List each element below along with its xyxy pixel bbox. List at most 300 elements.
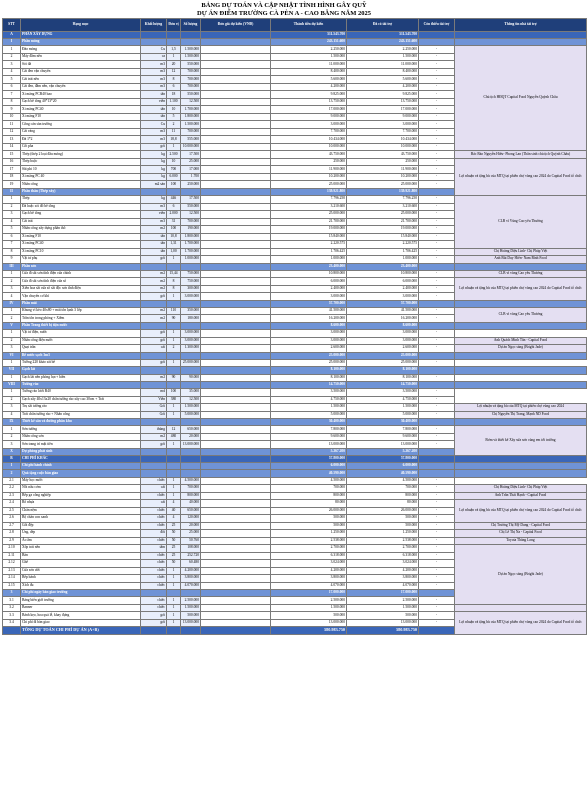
sponsor-cell: Anh Quách Minh Tân - Capital Food [455, 337, 587, 345]
table-cell: 2 [3, 396, 21, 404]
table-cell: Trát chân tường rào + Nhân công [21, 411, 141, 419]
table-row [3, 158, 587, 166]
table-cell: 700.000 [181, 218, 201, 226]
table-cell: 6.000.000 [271, 278, 347, 286]
table-cell [201, 582, 271, 590]
table-cell: 90 [167, 315, 181, 323]
table-cell: m2 [141, 433, 167, 441]
table-cell: 5.000.000 [181, 411, 201, 419]
sponsor-cell [455, 300, 587, 307]
table-row [3, 522, 587, 530]
table-cell: 2 [3, 315, 21, 323]
table-cell: md [141, 389, 167, 397]
table-cell [167, 448, 181, 455]
section-row [3, 300, 587, 307]
table-cell: 17 [3, 166, 21, 174]
table-cell: 10.434.000 [347, 136, 419, 144]
table-cell: 2.11 [3, 552, 21, 560]
table-row [3, 270, 587, 278]
table-cell: 8.100.000 [347, 374, 419, 382]
table-cell: 4.500.000 [181, 477, 201, 485]
table-cell: - [419, 500, 455, 508]
table-cell: - [419, 560, 455, 568]
table-cell [201, 485, 271, 493]
sponsor-cell: Chị Nguyễn Thị Trang, Mạnh ND Food [455, 411, 587, 419]
table-cell: - [419, 507, 455, 515]
table-cell: 1.500.000 [271, 404, 347, 412]
table-cell: 1 [3, 307, 21, 315]
table-cell: 700.000 [181, 83, 201, 91]
table-cell: chiếc [141, 477, 167, 485]
table-cell: 8 [167, 76, 181, 84]
table-cell: 18 [3, 173, 21, 181]
table-cell: 250.000 [347, 158, 419, 166]
table-cell: Gạch xây 40x13x20 chân tường rào xây cao 30cm + Trát [21, 396, 141, 404]
table-row [3, 359, 587, 367]
section-row [3, 463, 587, 470]
table-cell [201, 575, 271, 583]
table-cell: 1.100 [167, 98, 181, 106]
table-cell: 4.200.000 [347, 83, 419, 91]
table-cell: Xốp trải nền [21, 545, 141, 553]
table-cell: kg [141, 158, 167, 166]
table-cell: VIII [3, 382, 21, 389]
table-cell [419, 627, 455, 634]
table-cell [201, 248, 271, 256]
table-cell: tấn [141, 248, 167, 256]
column-header[interactable]: Thành tiền dự kiến [271, 19, 347, 32]
table-cell: 3.000.000 [181, 337, 201, 345]
table-cell: - [419, 233, 455, 241]
table-cell: 3.000.000 [271, 330, 347, 338]
table-cell: Phần sơn [21, 263, 141, 270]
table-cell: Xi măng PC40 [21, 106, 141, 114]
table-cell [201, 143, 271, 151]
table-cell: 25.000.000 [181, 359, 201, 367]
table-cell: 1.300.000 [181, 345, 201, 353]
sponsor-cell: Toyota Thăng Long [455, 537, 587, 545]
table-cell [419, 419, 455, 426]
table-cell: Bếp ga công nghiệp [21, 492, 141, 500]
table-cell: Xi măng F10 [21, 233, 141, 241]
table-cell: - [419, 166, 455, 174]
table-cell: Nhân công [21, 181, 141, 189]
table-cell: 700.000 [181, 485, 201, 493]
table-cell [167, 627, 181, 634]
sponsor-cell [455, 352, 587, 359]
table-cell: 1.700.000 [181, 248, 201, 256]
table-cell: 750.000 [181, 270, 201, 278]
table-cell: 1.500.000 [347, 404, 419, 412]
table-cell: Gối đệp [21, 522, 141, 530]
table-row [3, 248, 587, 256]
table-cell: - [419, 91, 455, 99]
table-cell [167, 32, 181, 39]
table-cell: tấn [141, 233, 167, 241]
table-cell [141, 382, 167, 389]
table-cell: 5.600.000 [271, 76, 347, 84]
table-cell: 700.000 [181, 68, 201, 76]
table-cell: - [419, 270, 455, 278]
table-cell: 350.000 [181, 307, 201, 315]
table-cell: 43.750.000 [271, 151, 347, 159]
table-cell: 4.200.000 [271, 83, 347, 91]
table-cell: 250.000 [181, 181, 201, 189]
column-header[interactable]: Hạng mục [21, 19, 141, 32]
table-cell: Trụ sắt tường rào [21, 404, 141, 412]
table-cell [419, 367, 455, 374]
column-header[interactable]: STT [3, 19, 21, 32]
table-row [3, 545, 587, 553]
section-row [3, 367, 587, 374]
sponsor-cell [455, 604, 587, 612]
table-cell [167, 39, 181, 46]
table-row [3, 426, 587, 434]
table-cell: Cát vàng [21, 128, 141, 136]
table-cell [181, 188, 201, 195]
table-cell: đôi [141, 530, 167, 538]
table-cell: 7.800.000 [347, 426, 419, 434]
table-cell: A [3, 32, 21, 39]
table-cell [201, 477, 271, 485]
column-header[interactable]: Khối lượng [141, 19, 167, 32]
table-cell: 580.983.750 [271, 627, 347, 634]
table-cell: - [419, 441, 455, 449]
table-cell [181, 448, 201, 455]
table-cell [201, 515, 271, 523]
table-cell: Bảng biển giới trường [21, 597, 141, 605]
table-cell [201, 352, 271, 359]
table-cell: 11.900.000 [271, 166, 347, 174]
table-cell: 50 [167, 530, 181, 538]
table-cell: 108.000 [181, 545, 201, 553]
table-cell: 1 [167, 582, 181, 590]
table-cell: m3 [141, 203, 167, 211]
table-cell: 7.800.000 [271, 426, 347, 434]
table-cell [167, 367, 181, 374]
table-cell: 3.210.600 [271, 203, 347, 211]
table-cell [201, 604, 271, 612]
table-cell [201, 158, 271, 166]
table-cell: m2 [141, 315, 167, 323]
sponsor-cell [455, 32, 587, 39]
table-cell: 4.500.000 [271, 477, 347, 485]
table-cell: 8.600.000 [271, 322, 347, 329]
table-cell: 3.3 [3, 612, 21, 620]
table-cell: cái [141, 345, 167, 353]
table-cell: 35.000 [181, 389, 201, 397]
table-cell: 1 [3, 359, 21, 367]
table-cell: Gạch lát [21, 367, 141, 374]
table-cell: 40.590.000 [271, 470, 347, 477]
table-cell: Chi phí hành chính [21, 463, 141, 470]
table-cell: 1 [167, 53, 181, 61]
table-cell [141, 352, 167, 359]
table-cell: Bánh kẹo, hoa quả lễ, khay đựng [21, 612, 141, 620]
table-cell: III [3, 263, 21, 270]
table-cell [181, 352, 201, 359]
column-header[interactable]: Đơn giá dự kiến (VNĐ) [201, 19, 271, 32]
table-cell: 3 [3, 404, 21, 412]
table-cell [201, 433, 271, 441]
table-cell: Sơn tường [21, 426, 141, 434]
table-cell: 18,8 [167, 136, 181, 144]
table-cell: 17.000.000 [271, 106, 347, 114]
table-cell: 10.434.000 [271, 136, 347, 144]
table-cell: - [419, 307, 455, 315]
table-cell [201, 256, 271, 264]
table-cell: - [419, 226, 455, 234]
table-row [3, 278, 587, 286]
table-cell: 25.000.000 [271, 181, 347, 189]
table-cell: Chi phí ngày bàn giao trường [21, 590, 141, 597]
table-cell: 10,8 [167, 233, 181, 241]
table-cell: 2.220.575 [271, 241, 347, 249]
table-cell: - [419, 83, 455, 91]
table-cell: 25.000 [181, 158, 201, 166]
table-cell: 9.825.000 [347, 91, 419, 99]
table-cell: - [419, 575, 455, 583]
title-line-2: DỰ ÁN ĐIỂM TRƯỜNG CÀ PÈN A - CAO BẰNG NĂM 2025 [197, 10, 371, 17]
table-cell: 1 [167, 604, 181, 612]
sponsor-cell [455, 382, 587, 389]
table-cell: gói [141, 330, 167, 338]
table-cell: 25 [167, 545, 181, 553]
section-row [3, 470, 587, 477]
table-cell: 17.500 [181, 151, 201, 159]
table-cell: ca [141, 53, 167, 61]
table-row [3, 256, 587, 264]
table-cell: 180.000 [181, 315, 201, 323]
table-cell: 8.100.000 [347, 367, 419, 374]
sponsor-cell: Lợi nhuận và tặng bù của MTQ tại phiên chợ vùng cao 2024 [455, 404, 587, 412]
table-cell: 41.500.000 [271, 307, 347, 315]
table-cell [419, 590, 455, 597]
table-cell: 10.800.000 [347, 270, 419, 278]
table-cell: m2 [141, 374, 167, 382]
table-cell: Đá hoặc sỏi đổ bê tông [21, 203, 141, 211]
table-cell: 30.400.000 [347, 419, 419, 426]
table-cell: 5.000.000 [271, 411, 347, 419]
table-cell: 16 [3, 158, 21, 166]
table-cell: 11 [3, 121, 21, 129]
table-cell: 650.000 [181, 507, 201, 515]
table-cell: 6.000.000 [347, 278, 419, 286]
table-cell [419, 300, 455, 307]
table-cell: 20.000 [181, 433, 201, 441]
table-cell: Công cán sàn trường [21, 121, 141, 129]
table-cell: 2 [167, 121, 181, 129]
table-cell [141, 456, 167, 463]
table-cell: 500.000 [347, 522, 419, 530]
table-cell: chiếc [141, 567, 167, 575]
table-cell: 2.250.000 [347, 46, 419, 54]
table-cell: 700.000 [181, 128, 201, 136]
table-cell [181, 419, 201, 426]
table-cell [201, 32, 271, 39]
table-cell: 31 [167, 218, 181, 226]
table-cell: 1.700 [181, 173, 201, 181]
table-cell [141, 263, 167, 270]
table-cell: tấn [141, 113, 167, 121]
sponsor-cell [455, 322, 587, 329]
table-cell: 15 [3, 151, 21, 159]
table-cell [141, 448, 167, 455]
table-cell: 23.400.000 [347, 263, 419, 270]
table-cell [201, 39, 271, 46]
table-cell: viên [141, 98, 167, 106]
table-cell: 800.000 [347, 492, 419, 500]
table-cell: - [419, 619, 455, 627]
table-cell: 4 [3, 293, 21, 301]
table-cell: 4.070.000 [347, 582, 419, 590]
table-cell: - [419, 552, 455, 560]
table-cell: 480 [167, 433, 181, 441]
table-row [3, 477, 587, 485]
table-cell: 3.000.000 [347, 293, 419, 301]
table-cell: Gói [141, 404, 167, 412]
table-cell: 2.400.000 [347, 285, 419, 293]
column-header[interactable]: Số lượng [181, 19, 201, 32]
table-cell [419, 32, 455, 39]
table-cell: 8.100.000 [271, 374, 347, 382]
table-cell [181, 39, 201, 46]
table-cell: 1.500.000 [181, 53, 201, 61]
table-cell: 26.000.000 [347, 507, 419, 515]
table-cell: chiếc [141, 597, 167, 605]
table-cell: 10.800.000 [271, 270, 347, 278]
table-cell: Phần thân (Thép xây) [21, 188, 141, 195]
sponsor-cell [455, 456, 587, 463]
table-cell: 14.750.000 [347, 382, 419, 389]
table-cell: Máy đầm nền [21, 53, 141, 61]
table-cell: 1 [3, 463, 21, 470]
table-cell: 2.700.000 [347, 545, 419, 553]
table-cell: Bàn [21, 552, 141, 560]
table-cell [419, 322, 455, 329]
table-cell [141, 300, 167, 307]
table-cell: m2 sàn [141, 181, 167, 189]
table-cell: 3.500.000 [271, 389, 347, 397]
table-cell: gói [141, 337, 167, 345]
table-cell: 2 [3, 53, 21, 61]
table-cell: Viên [141, 396, 167, 404]
table-cell: 3.024.000 [271, 560, 347, 568]
table-cell [419, 263, 455, 270]
table-row [3, 330, 587, 338]
table-cell: 2.500.000 [181, 597, 201, 605]
table-cell: 6 [167, 203, 181, 211]
table-cell: 23.400.000 [271, 263, 347, 270]
table-cell: - [419, 537, 455, 545]
table-cell [201, 315, 271, 323]
column-header[interactable]: Còn thiếu tài trợ [419, 19, 455, 32]
table-cell: 511.543.700 [347, 32, 419, 39]
sponsor-cell [455, 463, 587, 470]
table-cell: Áo ấm [21, 537, 141, 545]
sponsor-cell: Anh Bùi Duy Hiển- Nam Bình Food [455, 256, 587, 264]
table-row [3, 396, 587, 404]
table-cell: 16.200.000 [271, 315, 347, 323]
table-cell: 1.500.000 [347, 53, 419, 61]
column-header[interactable]: Đã có tài trợ [347, 19, 419, 32]
table-cell [167, 352, 181, 359]
table-cell: 1,31 [167, 241, 181, 249]
table-cell: 100 [167, 181, 181, 189]
table-cell: 1.700.000 [181, 241, 201, 249]
table-cell: 1 [167, 619, 181, 627]
table-cell: m3 [141, 218, 167, 226]
table-cell: Ủng, dép [21, 530, 141, 538]
table-cell: 1.500.000 [181, 46, 201, 54]
table-cell [201, 98, 271, 106]
table-cell [181, 470, 201, 477]
table-cell: 380 [167, 396, 181, 404]
table-cell [201, 136, 271, 144]
table-cell: 4 [167, 500, 181, 508]
table-cell: 90 [167, 374, 181, 382]
table-cell [201, 196, 271, 204]
table-cell: Phần mái [21, 300, 141, 307]
table-cell [141, 470, 167, 477]
column-header[interactable]: Đơn vị [167, 19, 181, 32]
table-cell: 3.210.600 [347, 203, 419, 211]
table-row [3, 374, 587, 382]
table-cell: 25.000.000 [347, 352, 419, 359]
table-cell [167, 463, 181, 470]
table-cell: 4 [3, 68, 21, 76]
table-cell [201, 619, 271, 627]
table-cell [167, 456, 181, 463]
table-cell: - [419, 46, 455, 54]
table-cell: 7.700.000 [271, 128, 347, 136]
table-cell: 7 [3, 91, 21, 99]
table-cell [167, 590, 181, 597]
sponsor-cell: Dự án Ngọc sáng (Bright Jade) [455, 345, 587, 353]
table-cell: 25.000.000 [271, 352, 347, 359]
table-cell: Quà tặng cuộc bàn giao [21, 470, 141, 477]
table-cell [419, 463, 455, 470]
table-cell: 1.500.000 [181, 404, 201, 412]
table-cell: 4 [167, 515, 181, 523]
table-cell [201, 500, 271, 508]
table-cell: 2 [3, 203, 21, 211]
table-cell: 90.000 [181, 374, 201, 382]
table-cell: 250.000 [271, 158, 347, 166]
table-cell: - [419, 515, 455, 523]
table-cell: - [419, 485, 455, 493]
table-cell: 2.220.575 [347, 241, 419, 249]
column-header[interactable]: Thông tin nhà tài trợ [455, 19, 587, 32]
table-cell: m3 [141, 83, 167, 91]
table-cell: 9.000.000 [271, 113, 347, 121]
table-cell: Sơn trang trí mặt tiền [21, 441, 141, 449]
table-cell: PHẦN XÂY DỰNG [21, 32, 141, 39]
table-cell: - [419, 582, 455, 590]
table-cell: 21.700.000 [347, 218, 419, 226]
table-cell: 2.3 [3, 492, 21, 500]
table-row [3, 337, 587, 345]
table-cell: 1 [167, 597, 181, 605]
table-cell: 12 [3, 128, 21, 136]
table-cell: 550.000 [181, 61, 201, 69]
table-cell: 1 [167, 492, 181, 500]
table-cell: 4.200.000 [181, 567, 201, 575]
table-cell: m2 [141, 270, 167, 278]
table-cell: Cát trát nền [21, 76, 141, 84]
table-cell: 500.000 [271, 522, 347, 530]
table-row [3, 604, 587, 612]
